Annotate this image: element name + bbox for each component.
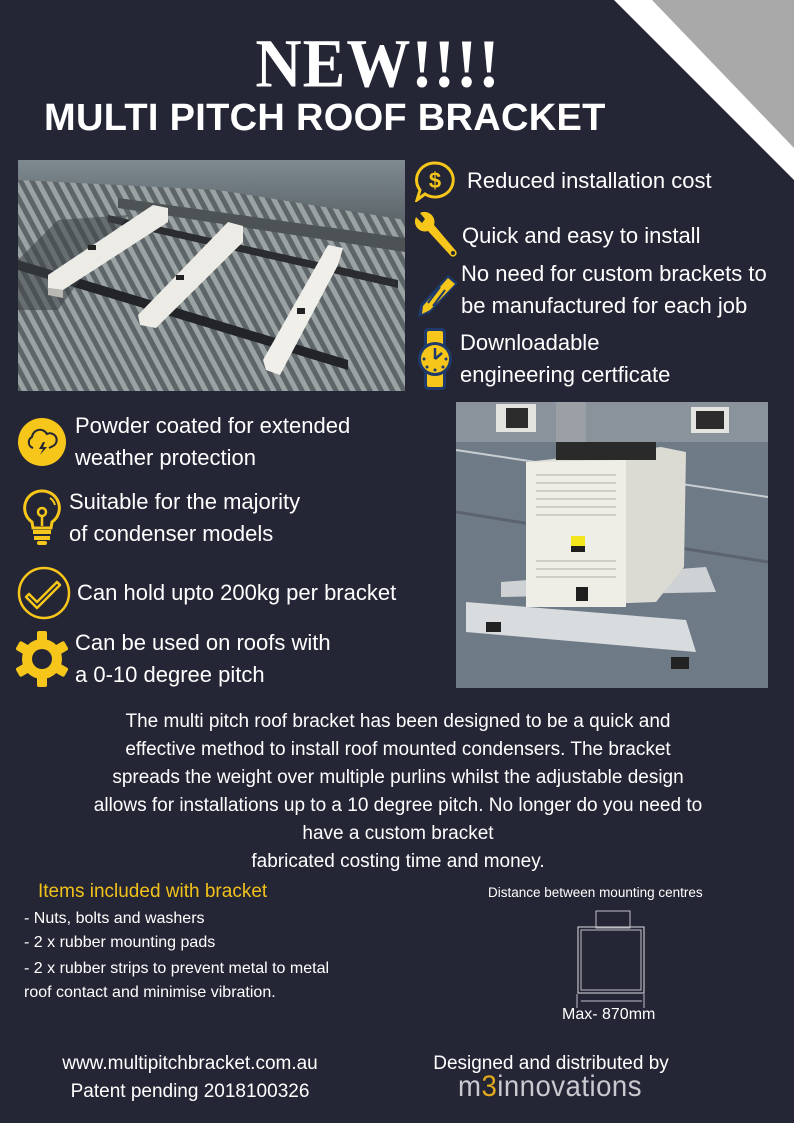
wrench-icon [412,211,460,261]
svg-text:$: $ [428,168,441,193]
patent-text: Patent pending 2018100326 [70,1081,310,1102]
list-item: - Nuts, bolts and washers [24,910,205,927]
new-heading: NEW!!!! [255,24,501,102]
feature-text: No need for custom brackets to be manufactured for each job [461,261,767,318]
feature-no-custom [412,258,767,322]
m3innovations-logo: m3innovations [458,1070,642,1103]
condenser-photo [456,402,768,688]
list-item: roof contact and minimise vibration. [24,984,276,1001]
storm-cloud-icon [17,417,67,467]
feature-engineering-cert [412,327,670,391]
feature-quick-install [412,211,700,261]
watch-icon [412,328,458,390]
feature-pitch [14,627,331,691]
gear-icon [14,630,70,688]
page-title: MULTI PITCH ROOF BRACKET [44,97,606,139]
lightbulb-icon [20,488,64,548]
diagram-label: Distance between mounting centres [488,885,703,900]
feature-text: Downloadable engineering certficate [460,330,671,387]
feature-text: Reduced installation cost [467,168,712,193]
feature-text: Quick and easy to install [462,223,701,248]
mounting-centres-diagram [574,908,650,1008]
list-item: - 2 x rubber strips to prevent metal to metal [24,960,330,977]
pencil-icon [412,264,460,322]
items-included-list [24,907,329,1005]
designed-by-text: Designed and distributed by [433,1053,669,1074]
list-item: - 2 x rubber mounting pads [24,934,216,951]
feature-text: Suitable for the majority of condenser models [69,489,301,546]
feature-text: Powder coated for extended weather protection [75,413,351,470]
feature-suitable-models [20,486,300,550]
footer-contact [40,1050,340,1106]
website-link[interactable]: www.multipitchbracket.com.au [62,1053,318,1074]
max-distance-label: Max- 870mm [562,1006,656,1023]
dollar-speech-bubble-icon [412,160,457,202]
feature-reduced-cost [412,160,712,202]
feature-powder-coated [17,410,350,474]
checkmark-circle-icon [17,566,71,620]
roof-brackets-photo [18,160,405,391]
feature-200kg [17,566,396,620]
items-included-heading: Items included with bracket [38,881,268,902]
feature-text: Can hold upto 200kg per bracket [77,580,397,605]
feature-text: Can be used on roofs with a 0-10 degree pitch [75,630,331,687]
product-description: The multi pitch roof bracket has been designed to be a quick and effective method to install roof mounted condensers. The bracket spreads the weight over multiple purlins whilst the adjustable design allows for installations up to a 10 degree pitch. No longer do you need to have a custom bracket fabricated costing time and money. [93,711,703,872]
